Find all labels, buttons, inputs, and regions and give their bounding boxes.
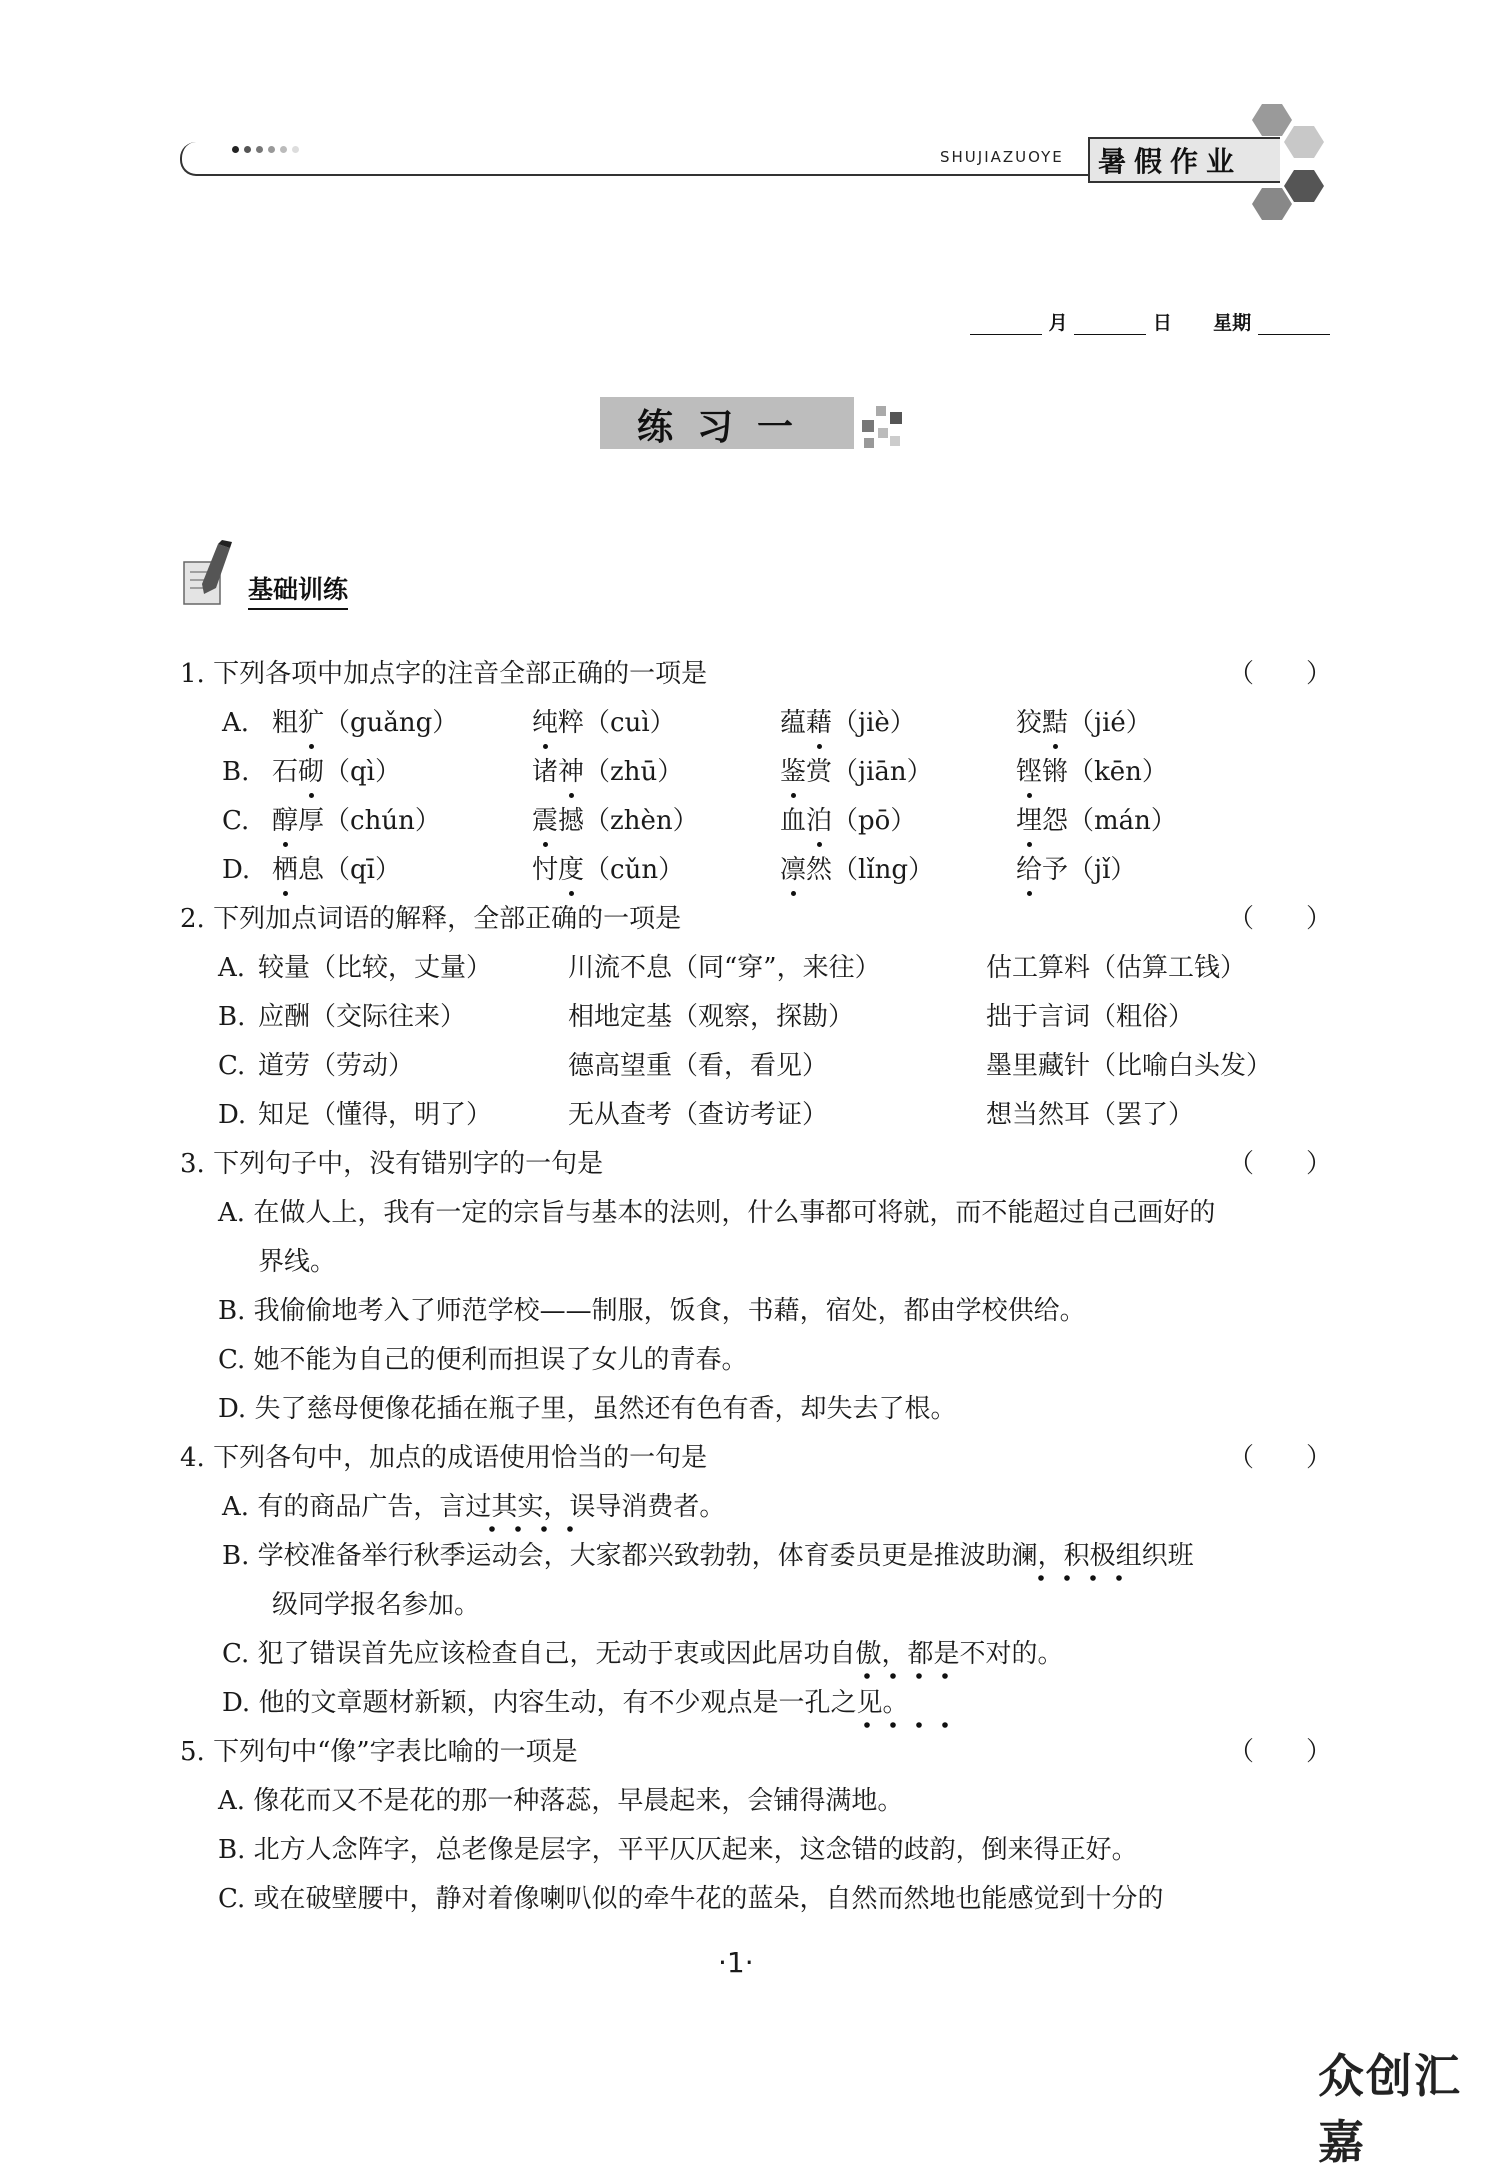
question-3-option-a-cont: 界线。 <box>258 1247 337 1277</box>
question-3-stem: 3. 下列句子中，没有错别字的一句是 <box>180 1149 604 1179</box>
question-4-stem: 4. 下列各句中，加点的成语使用恰当的一句是 <box>180 1443 708 1473</box>
question-4-option-b-cont: 级同学报名参加。 <box>272 1590 481 1620</box>
question-1-option-a[interactable]: A. 粗犷（guǎng） 纯粹（cuì） 蕴藉（jiè） 狡黠（jié） <box>222 703 249 743</box>
date-line: 月 日 星期 <box>970 308 1330 335</box>
watermark: 众创汇嘉 <box>1318 2049 1462 2169</box>
q1a-item-4: 狡黠（jié） <box>1016 703 1152 743</box>
question-5-option-b[interactable]: B. 北方人念阵字，总老像是层字，平平仄仄起来，这念错的歧韵，倒来得正好。 <box>218 1835 1138 1865</box>
question-2-stem: 2. 下列加点词语的解释，全部正确的一项是 <box>180 904 682 934</box>
question-3-option-c[interactable]: C. 她不能为自己的便利而担误了女儿的青春。 <box>218 1345 748 1375</box>
q1a-item-1: 粗犷（guǎng） <box>272 703 458 743</box>
q1a-item-3: 蕴藉（jiè） <box>780 703 916 743</box>
question-3-option-b[interactable]: B. 我偷偷地考入了师范学校——制服，饭食，书藉，宿处，都由学校供给。 <box>218 1296 1086 1326</box>
question-5-option-c[interactable]: C. 或在破壁腰中，静对着像喇叭似的牵牛花的蓝朵，自然而然地也能感觉到十分的 <box>218 1884 1164 1914</box>
hexagon-cluster-icon <box>1230 100 1326 222</box>
question-5-answer-paren[interactable]: （ ） <box>1228 1737 1333 1767</box>
question-4-option-a[interactable]: A. 有的商品广告，言过其实，误导消费者。 <box>222 1492 726 1522</box>
question-4-option-c[interactable]: C. 犯了错误首先应该检查自己，无动于衷或因此居功自傲，都是不对的。 <box>222 1639 1064 1669</box>
question-2-option-a[interactable]: A. 较量（比较，丈量） 川流不息（同“穿”，来往） 估工算料（估算工钱） <box>218 953 1247 983</box>
header-dots-decoration <box>232 138 304 157</box>
weekday-blank[interactable] <box>1258 314 1330 335</box>
checker-decoration-icon <box>860 406 904 450</box>
question-4-answer-paren[interactable]: （ ） <box>1228 1443 1333 1473</box>
header-series-latin: SHUJIAZUOYE <box>940 148 1064 166</box>
question-2-answer-paren[interactable]: （ ） <box>1228 904 1333 934</box>
exercise-title: 练习一 <box>636 406 817 448</box>
question-1-answer-paren[interactable]: （ ） <box>1228 659 1333 689</box>
header-series-title: 暑假作业 <box>1098 145 1243 178</box>
question-1-option-c[interactable]: C. 醇厚（chún） 震撼（zhèn） 血泊（pō） 埋怨（mán） <box>222 801 249 841</box>
question-3-answer-paren[interactable]: （ ） <box>1228 1149 1333 1179</box>
page-number: ·1· <box>718 1946 754 1979</box>
question-4-option-d[interactable]: D. 他的文章题材新颖，内容生动，有不少观点是一孔之见。 <box>222 1688 909 1718</box>
question-4-option-b[interactable]: B. 学校准备举行秋季运动会，大家都兴致勃勃，体育委员更是推波助澜，积极组织班 <box>222 1541 1194 1571</box>
question-3-option-a[interactable]: A. 在做人上，我有一定的宗旨与基本的法则，什么事都可将就，而不能超过自己画好的 <box>218 1198 1216 1228</box>
question-5-option-a[interactable]: A. 像花而又不是花的那一种落蕊，早晨起来，会铺得满地。 <box>218 1786 904 1816</box>
question-1-stem: 1. 下列各项中加点字的注音全部正确的一项是 <box>180 659 708 689</box>
question-3-option-d[interactable]: D. 失了慈母便像花插在瓶子里，虽然还有色有香，却失去了根。 <box>218 1394 957 1424</box>
question-1-option-d[interactable]: D. 栖息（qī） 忖度（cǔn） 凛然（lǐng） 给予（jǐ） <box>222 850 250 890</box>
month-blank[interactable] <box>970 314 1042 335</box>
section-label: 基础训练 <box>248 570 348 610</box>
day-blank[interactable] <box>1074 314 1146 335</box>
pencil-notepad-icon <box>182 540 242 608</box>
question-5-stem: 5. 下列句中“像”字表比喻的一项是 <box>180 1737 578 1767</box>
question-2-option-b[interactable]: B. 应酬（交际往来） 相地定基（观察，探勘） 拙于言词（粗俗） <box>218 1002 1195 1032</box>
question-2-option-d[interactable]: D. 知足（懂得，明了） 无从查考（查访考证） 想当然耳（罢了） <box>218 1100 1195 1130</box>
question-2-option-c[interactable]: C. 道劳（劳动） 德高望重（看，看见） 墨里藏针（比喻白头发） <box>218 1051 1273 1081</box>
q1a-item-2: 纯粹（cuì） <box>532 703 676 743</box>
question-1-option-b[interactable]: B. 石砌（qì） 诸神（zhū） 鉴赏（jiān） 铿锵（kēn） <box>222 752 249 792</box>
